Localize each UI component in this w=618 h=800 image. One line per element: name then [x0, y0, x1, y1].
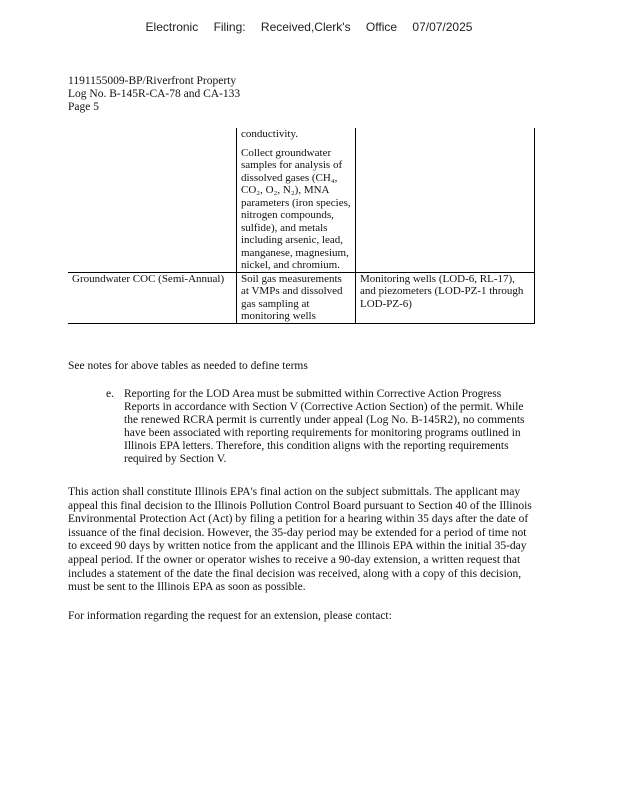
header-page-number: Page 5 [68, 101, 99, 113]
cell-text-conductivity: conductivity. [241, 128, 299, 140]
stamp-filing: Filing: [213, 20, 246, 34]
stamp-office: Office [365, 20, 398, 34]
cell-text-collect-groundwater: Collect groundwater samples for analysis of dissolved gases (CH₄, CO₂, O₂, N₂), MNA parameters (iron species, nitrogen compounds, sulfide), and metals including arsenic, lead, manganese, magnesium, nickel, and chromium. [241, 146, 351, 271]
list-item-text: Reporting for the LOD Area must be submitted within Corrective Action Progress Reports in accordance with Section V (Corrective Action Section) of the permit. While the renewed RCRA permit is currently under appeal (Log No. B-145R2), no comments have been associated with reporting requirements for monitoring programs outlined in Illinois EPA letters. Therefore, this condition aligns with the reporting requirements required by Section V. [124, 388, 525, 465]
monitoring-table [68, 128, 535, 324]
table-row [68, 272, 535, 323]
cell-monitoring-wells: Monitoring wells (LOD-6, RL-17), and piezometers (LOD-PZ-1 through LOD-PZ-6) [356, 272, 535, 323]
header-project: 1191155009-BP/Riverfront Property [68, 75, 237, 87]
table-row [68, 128, 535, 272]
stamp-received: Received,Clerk's [260, 20, 351, 34]
final-action-paragraph: This action shall constitute Illinois EPA's final action on the subject submittals. The applicant may appeal this final decision to the Illinois Pollution Control Board pursuant to Section 40 of the Illinois Environmental Protection Act (Act) by filing a petition for a hearing within 35 days after the date of issuance of the final decision. However, the 35-day period may be extended for a period of time not to exceed 90 days by written notice from the applicant and the Illinois EPA within the initial 35-day appeal period. If the owner or operator wishes to receive a 90-day extension, a written request that includes a statement of the date the final decision was received, along with a copy of this decision, must be sent to the Illinois EPA as soon as possible. [68, 486, 532, 594]
extension-contact-paragraph: For information regarding the request for an extension, please contact: [68, 610, 392, 622]
table-notes: See notes for above tables as needed to define terms [68, 360, 308, 372]
cell-soil-gas: Soil gas measurements at VMPs and dissolved gas sampling at monitoring wells [237, 272, 356, 323]
table-cell [68, 128, 237, 272]
header-log-number: Log No. B-145R-CA-78 and CA-133 [68, 88, 241, 100]
stamp-date: 07/07/2025 [412, 20, 473, 34]
cell-groundwater-coc: Groundwater COC (Semi-Annual) [68, 272, 237, 323]
electronic-filing-stamp [0, 20, 618, 34]
page-header [68, 75, 240, 114]
list-item-label: e. [106, 388, 114, 400]
table-cell [356, 128, 535, 272]
list-item-e [106, 388, 536, 466]
stamp-electronic: Electronic [145, 20, 199, 34]
table-cell [237, 128, 356, 272]
